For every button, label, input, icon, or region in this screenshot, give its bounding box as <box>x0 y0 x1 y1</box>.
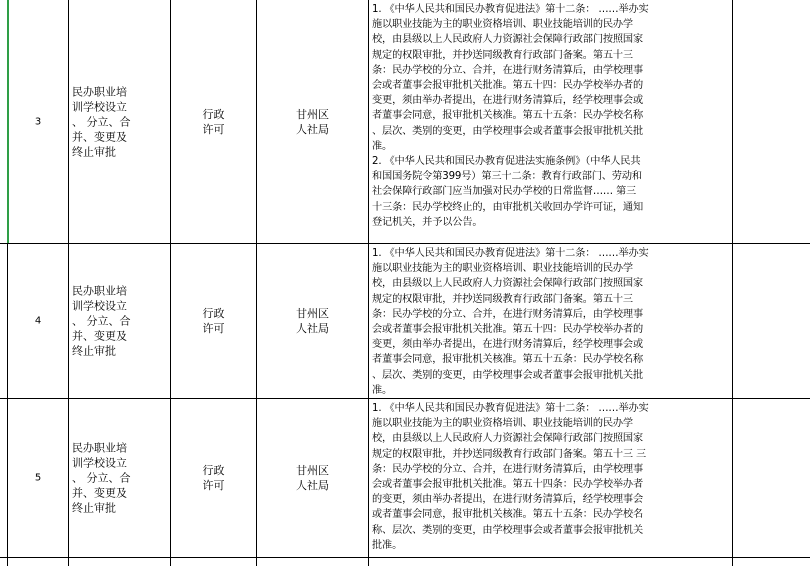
legal-basis-cell[interactable] <box>369 399 733 557</box>
item-name-cell[interactable] <box>69 0 171 243</box>
legal-basis-cell[interactable] <box>369 558 733 566</box>
department-cell[interactable] <box>257 244 369 398</box>
legal-basis-text: 1. 《中华人民共和国民办教育促进法》第十二条： ……举办实 施以职业技能为主的职业资格培训、职业技能培训的民办学 校，由县级以上人民政府人力资源社会保障行政部门按照国家 规定的权限审批，并抄送同级教育行政部门备案。第五十三 条：民办学校的分立、合并，在进行财务清算后，由学校理事 会或者董事会报审批机关批准。第五十四：民办学校举办者的 变更，须由举办者提出，在进行财务清算后，经学校理事会或 者董事会同意，报审批机关核准。第五十五条：民办学校名称 、层次、类别的变更，由学校理事会或者董事会报审批机关批 准。 <box>372 248 649 396</box>
item-name-cell[interactable] <box>69 399 171 557</box>
department: 甘州区 人社局 <box>296 107 329 136</box>
item-name-cell[interactable] <box>69 558 171 566</box>
row-index: 5 <box>34 472 42 484</box>
item-name: 民办职业培 训学校设立 、 分立、合 并、变更及 终止审批 <box>72 284 131 358</box>
item-type: 行政 许可 <box>202 464 225 492</box>
index-cell[interactable] <box>8 244 69 398</box>
row-index: 4 <box>34 315 42 327</box>
item-type-cell[interactable] <box>171 558 257 566</box>
item-name: 民办职业培 训学校设立 、 分立、合 并、变更及 终止审批 <box>72 85 131 158</box>
index-cell[interactable] <box>8 399 69 557</box>
item-type: 行政 许可 <box>202 307 225 335</box>
extra-cell[interactable] <box>733 558 810 566</box>
extra-cell[interactable] <box>733 0 810 243</box>
index-cell[interactable] <box>8 0 69 243</box>
table-row <box>0 399 810 558</box>
legal-basis-text: 1. 《中华人民共和国民办教育促进法》第十二条： ……举办实 施以职业技能为主的职业资格培训、职业技能培训的民办学 校，由县级以上人民政府人力资源社会保障行政部门按照国家 规定的权限审批，并抄送同级教育行政部门备案。第五十三 条：民办学校的分立、合并，在进行财务清算后，由学校理事 会或者董事会报审批机关批准。第五十四：民办学校举办者的 变更，须由举办者提出，在进行财务清算后，经学校理事会或 者董事会同意，报审批机关核准。第五十五条：民办学校名称 、层次、类别的变更，由学校理事会或者董事会报审批机关批 准。 2. 《中华人民共和国民办教育促进法实施条例》（中华人民共 和国国务院令第399号）第三十二条：教育行政部门、劳动和 社会保障行政部门应当加强对民办学校的日常监督…… 第三 十三条：民办学校终止的，由审批机关收回办学许可证，通知 登记机关，并予以公告。 <box>372 4 649 228</box>
legal-basis-cell[interactable] <box>369 0 733 243</box>
extra-cell[interactable] <box>733 244 810 398</box>
item-type-cell[interactable] <box>171 244 257 398</box>
department-cell[interactable] <box>257 558 369 566</box>
item-type-cell[interactable] <box>171 0 257 243</box>
department-cell[interactable] <box>257 0 369 243</box>
extra-cell[interactable] <box>733 399 810 557</box>
item-type-cell[interactable] <box>171 399 257 557</box>
department: 甘州区 人社局 <box>296 464 329 492</box>
department-cell[interactable] <box>257 399 369 557</box>
table-row <box>0 244 810 399</box>
legal-basis-text: 1. 《中华人民共和国民办教育促进法》第十二条： ……举办实 施以职业技能为主的职业资格培训、职业技能培训的民办学 校，由县级以上人民政府人力资源社会保障行政部门按照国家 规定的权限审批，并抄送同级教育行政部门备案。第五十三 三 条：民办学校的分立、合并，在进行财务清算后，由学校理事 会或者董事会报审批机关批准。第五十四条：民办学校举办者 的变更，须由举办者提出，在进行财务清算后，经学校理事会 或者董事会同意，报审批机关核准。第五十五条：民办学校名 称、层次、类别的变更，由学校理事会或者董事会报审批机关 批准。 <box>372 403 649 551</box>
legal-basis-cell[interactable] <box>369 244 733 398</box>
index-cell[interactable] <box>8 558 69 566</box>
department: 甘州区 人社局 <box>296 307 329 335</box>
item-name-cell[interactable] <box>69 244 171 398</box>
table-row-partial <box>0 558 810 566</box>
item-type: 行政 许可 <box>202 107 225 136</box>
row-index: 3 <box>34 116 42 127</box>
item-name: 民办职业培 训学校设立 、 分立、合 并、变更及 终止审批 <box>72 441 131 515</box>
table-row <box>0 0 810 244</box>
